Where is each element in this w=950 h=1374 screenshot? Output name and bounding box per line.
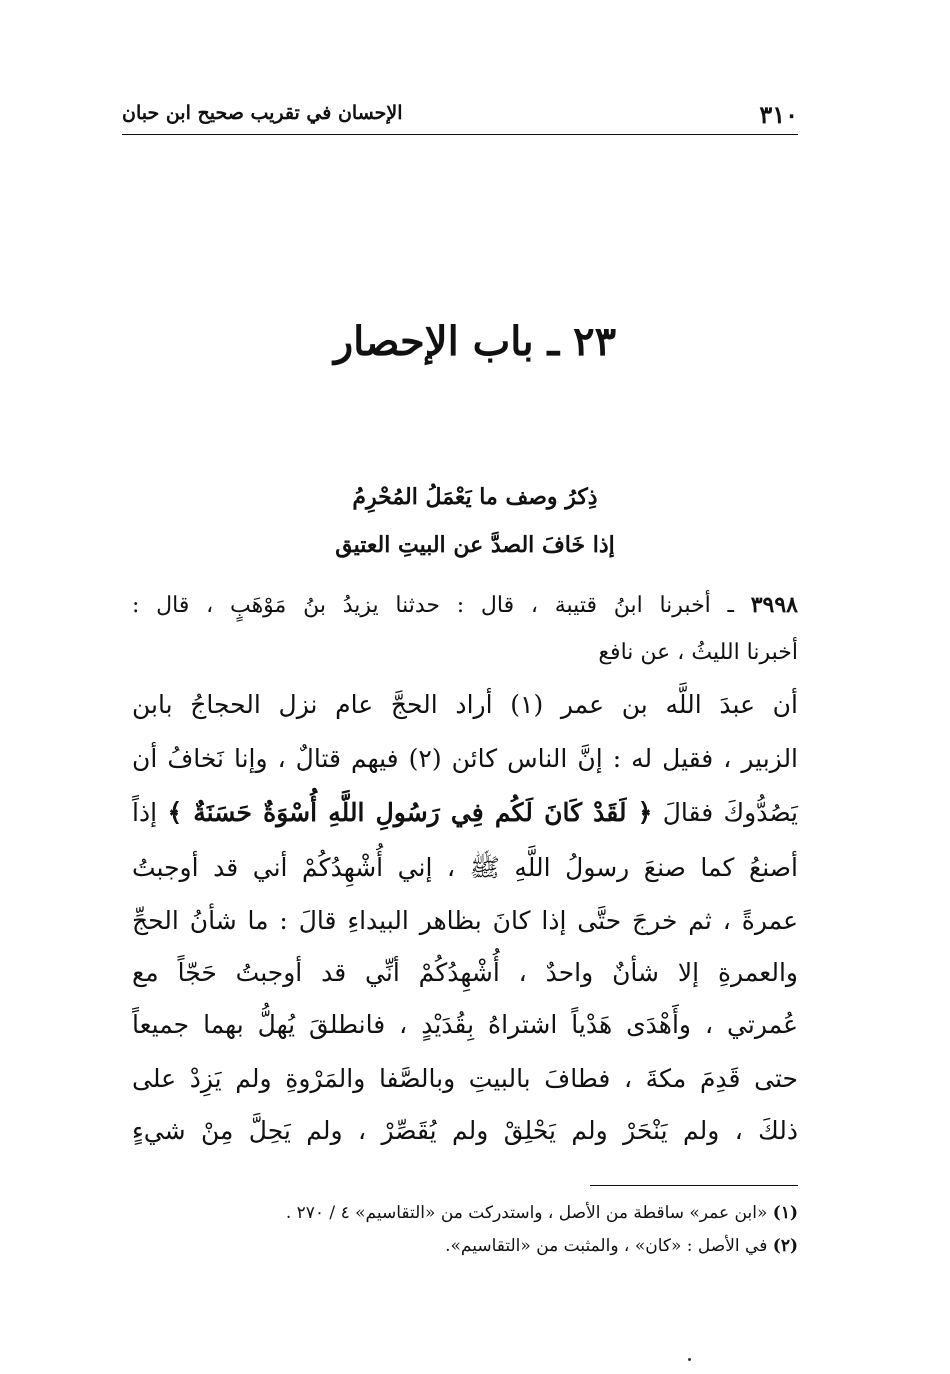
isnad-text-1: ـ أخبرنا ابنُ قتيبة ، قال : حدثنا يزيدُ بنُ مَوْهَبٍ ، قال :	[132, 593, 751, 618]
footnote-1	[132, 1203, 798, 1223]
header-rule	[122, 134, 798, 135]
section-title-line-1: ذِكرُ وصف ما يَعْمَلُ المُحْرِمُ	[352, 484, 598, 510]
footnote-1-marker: (١)	[772, 1203, 798, 1223]
quran-quote: ﴿ لَقَدْ كَانَ لَكُم فِي رَسُولِ اللَّهِ أُسْوَةٌ حَسَنَةٌ ﴾	[167, 798, 653, 827]
running-header	[122, 100, 798, 134]
hadith-line-4: أصنعُ كما صنعَ رسولُ اللَّهِ ﷺ ، إني أُشْهِدُكُمْ أني قد أوجبتُ	[132, 853, 798, 882]
footnote-2-marker: (٢)	[772, 1236, 798, 1256]
hadith-line-3-start: يَصُدُّوكَ فقالَ	[662, 798, 798, 827]
isnad-line-1	[132, 592, 798, 618]
footnote-2-text: في الأصل : «كان» ، والمثبت من «التقاسيم».	[445, 1236, 768, 1256]
scan-speck	[688, 1358, 691, 1361]
hadith-line-6: والعمرةِ إلا شأنٌ واحدٌ ، أُشْهِدُكُمْ أنِّي قد أوجبتُ حَجّاً مع	[132, 958, 798, 987]
footnote-2	[132, 1236, 798, 1256]
isnad-line-2: أخبرنا الليثُ ، عن نافع	[598, 640, 798, 665]
hadith-line-9: ذلكَ ، ولم يَنْحَرْ ولم يَحْلِقْ ولم يُقَصِّرْ ، ولم يَحِلَّ مِنْ شيءٍ	[132, 1116, 798, 1145]
page-number: ٣١٠	[759, 100, 798, 129]
hadith-line-5: عمرةً ، ثم خرجَ حتَّى إذا كانَ بظاهر البيداءِ قالَ : ما شأنُ الحجِّ	[132, 906, 798, 935]
hadith-line-7: عُمرتي ، وأَهْدَى هَدْياً اشتراهُ بِقُدَيْدٍ ، فانطلقَ يُهلُّ بهما جميعاً	[132, 1010, 798, 1039]
hadith-line-3	[132, 798, 798, 827]
hadith-line-2: الزبير ، فقيل له : إنَّ الناس كائن (٢) فيهم قتالٌ ، وإنا نَخافُ أن	[132, 744, 799, 773]
hadith-number: ٣٩٩٨	[750, 592, 798, 618]
footnote-1-text: «ابن عمر» ساقطة من الأصل ، واستدركت من «التقاسيم» ٤ / ٢٧٠ .	[285, 1203, 768, 1223]
hadith-line-8: حتى قَدِمَ مكةَ ، فطافَ بالبيتِ وبالصَّفا والمَرْوةِ ولم يَزِدْ على	[132, 1064, 798, 1093]
section-title-line-2: إذا خَافَ الصدَّ عن البيتِ العتيق	[335, 532, 615, 558]
book-title: الإحسان في تقريب صحيح ابن حبان	[122, 102, 403, 124]
chapter-heading: ٢٣ ـ باب الإحصار	[333, 318, 617, 365]
hadith-line-3-end: إذاً	[132, 798, 158, 827]
hadith-line-1: أن عبدَ اللَّه بن عمر (١) أراد الحجَّ عام نزل الحجاجُ بابن	[132, 690, 798, 719]
footnote-rule	[590, 1185, 798, 1186]
